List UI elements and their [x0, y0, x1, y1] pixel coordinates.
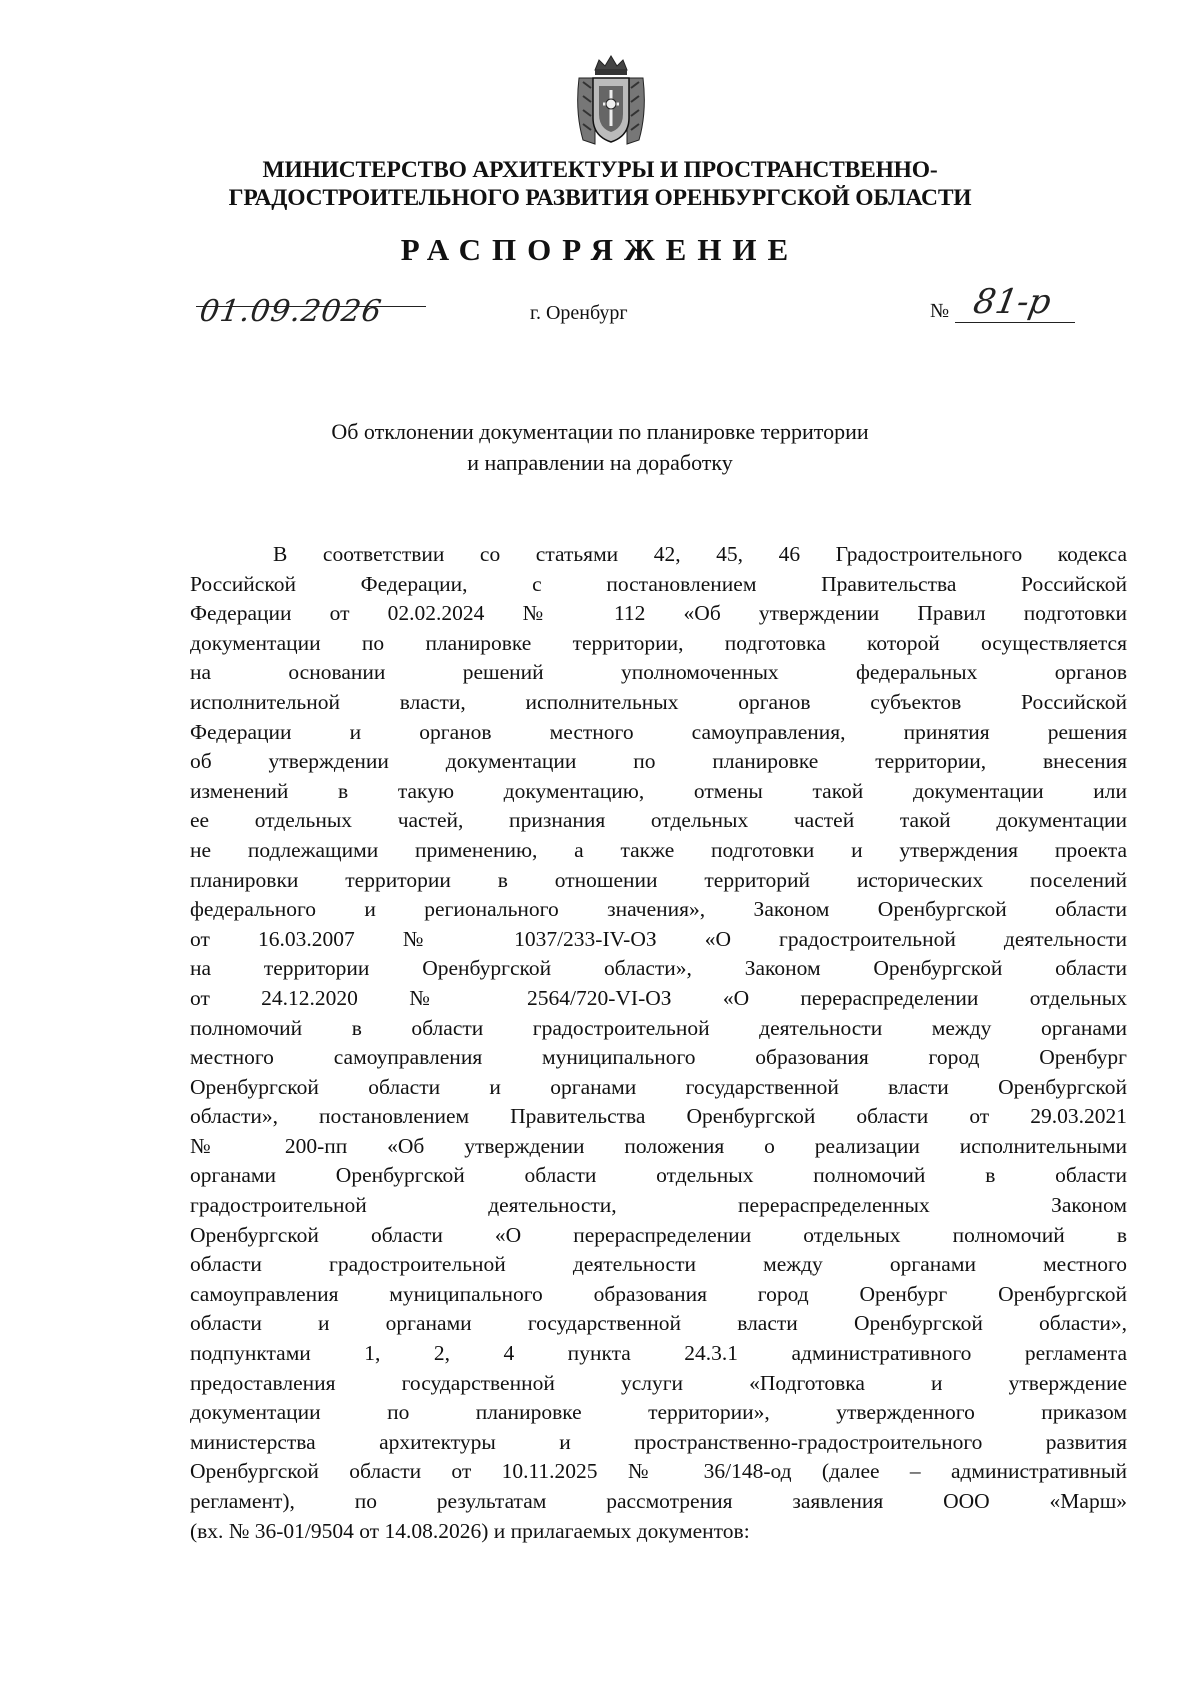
body-line: ее отдельных частей, признания отдельных частей такой документации [190, 808, 1127, 833]
ministry-line-2: ГРАДОСТРОИТЕЛЬНОГО РАЗВИТИЯ ОРЕНБУРГСКОЙ ОБЛАСТИ [228, 185, 972, 211]
date-underline [196, 306, 426, 307]
body-line: об утверждении документации по планировке территории, внесения [190, 749, 1127, 774]
subject-line-2: и направлении на доработку [467, 450, 733, 475]
body-line: федерального и регионального значения», Законом Оренбургской области [190, 897, 1127, 922]
body-line: градостроительной деятельности, перераспределенных Законом [190, 1193, 1127, 1218]
ministry-line-1: МИНИСТЕРСТВО АРХИТЕКТУРЫ И ПРОСТРАНСТВЕННО- [262, 157, 938, 183]
document-subject [150, 416, 1050, 478]
body-line: Оренбургской области и органами государственной власти Оренбургской [190, 1074, 1127, 1099]
body-line: Федерации и органов местного самоуправления, принятия решения [190, 719, 1127, 744]
body-line: самоуправления муниципального образования город Оренбург Оренбургской [190, 1281, 1127, 1306]
body-line: предоставления государственной услуги «Подготовка и утверждение [190, 1370, 1127, 1395]
body-line: не подлежащими применению, а также подготовки и утверждения проекта [190, 837, 1127, 862]
body-line: документации по планировке территории, подготовка которой осуществляется [190, 630, 1127, 655]
body-line: Оренбургской области «О перераспределении отдельных полномочий в [190, 1222, 1127, 1247]
ministry-name [150, 156, 1050, 212]
body-line: Российской Федерации, с постановлением Правительства Российской [190, 571, 1127, 596]
body-line: на основании решений уполномоченных федеральных органов [190, 660, 1127, 685]
body-line: министерства архитектуры и пространственно-градостроительного развития [190, 1429, 1127, 1454]
body-line: исполнительной власти, исполнительных органов субъектов Российской [190, 689, 1127, 714]
body-line: планировки территории в отношении территорий исторических поселений [190, 867, 1127, 892]
body-line: документации по планировке территории», утвержденного приказом [190, 1400, 1127, 1425]
body-line: Оренбургской области от 10.11.2025 № 36/148-од (далее – административный [190, 1459, 1127, 1484]
handwritten-number: 81-р [970, 282, 1055, 322]
body-line: органами Оренбургской области отдельных полномочий в области [190, 1163, 1127, 1188]
body-line: от 16.03.2007 № 1037/233-IV-ОЗ «О градостроительной деятельности [190, 926, 1127, 951]
body-line: (вх. № 36-01/9504 от 14.08.2026) и прилагаемых документов: [190, 1518, 750, 1543]
body-line: области и органами государственной власти Оренбургской области», [190, 1311, 1127, 1336]
body-line: Федерации от 02.02.2024 № 112 «Об утверждении Правил подготовки [190, 601, 1127, 626]
body-line: от 24.12.2020 № 2564/720-VI-ОЗ «О перераспределении отдельных [190, 985, 1127, 1010]
number-sign: № [930, 300, 950, 322]
body-line: местного самоуправления муниципального образования город Оренбург [190, 1045, 1127, 1070]
body-line: на территории Оренбургской области», Законом Оренбургской области [190, 956, 1127, 981]
body-line: В соответствии со статьями 42, 45, 46 Градостроительного кодекса [273, 542, 1127, 566]
body-paragraph [190, 540, 1127, 1546]
body-line: изменений в такую документацию, отмены такой документации или [190, 778, 1127, 803]
number-underline [955, 322, 1075, 323]
body-line: области», постановлением Правительства Оренбургской области от 29.03.2021 [190, 1104, 1127, 1129]
city-label: г. Оренбург [530, 302, 628, 324]
body-line: № 200-пп «Об утверждении положения о реализации исполнительными [190, 1133, 1127, 1158]
subject-line-1: Об отклонении документации по планировке территории [331, 419, 869, 444]
document-type-title: РАСПОРЯЖЕНИЕ [400, 232, 800, 267]
body-line: полномочий в области градостроительной деятельности между органами [190, 1015, 1127, 1040]
coat-of-arms-icon [573, 52, 649, 148]
body-line: регламент), по результатам рассмотрения заявления ООО «Марш» [190, 1489, 1127, 1513]
body-line: подпунктами 1, 2, 4 пункта 24.3.1 административного регламента [190, 1341, 1127, 1366]
body-line: области градостроительной деятельности между органами местного [190, 1252, 1127, 1277]
handwritten-date: 01.09.2026 [197, 294, 385, 329]
